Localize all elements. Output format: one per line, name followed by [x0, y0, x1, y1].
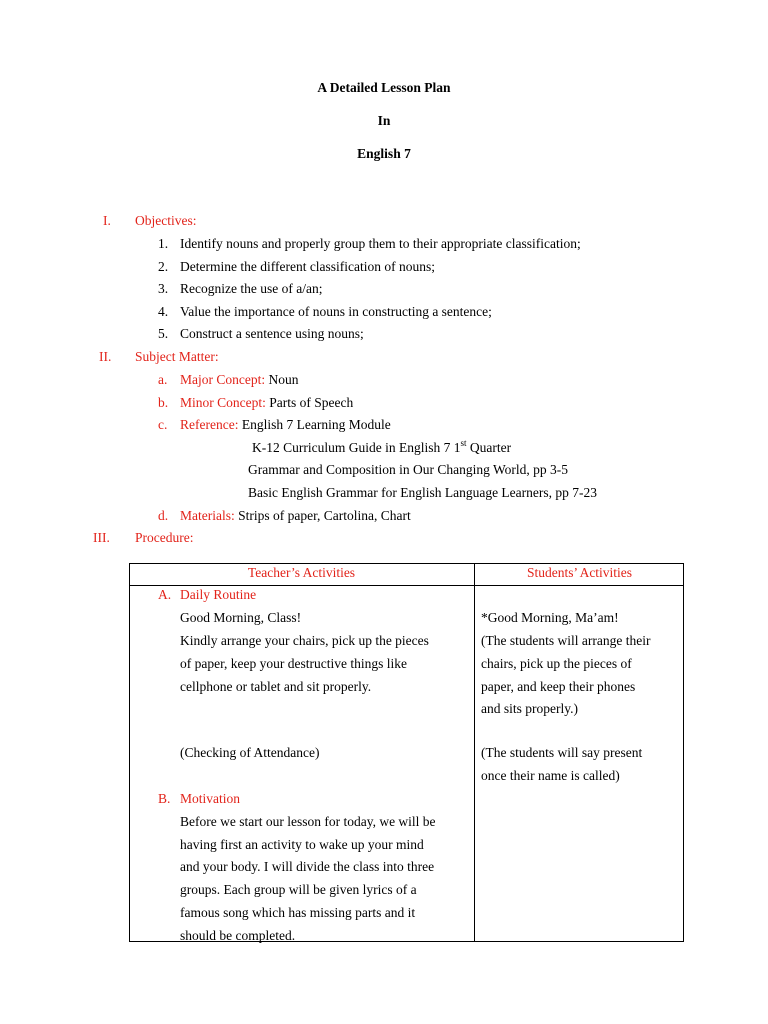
teacher-motivation-line: famous song which has missing parts and it — [180, 905, 416, 920]
section-a-letter: A. — [158, 587, 172, 602]
teacher-line: of paper, keep your destructive things like — [180, 656, 408, 671]
student-line: paper, and keep their phones — [481, 679, 636, 694]
teacher-motivation-line: having first an activity to wake up your mind — [180, 837, 424, 852]
students-activities-header: Students’ Activities — [526, 565, 633, 580]
teacher-activities-header: Teacher’s Activities — [247, 565, 356, 580]
reference-letter: c. — [158, 417, 168, 432]
table-header-divider — [129, 585, 684, 586]
objective-number: 2. — [158, 259, 169, 274]
teacher-line: Kindly arrange your chairs, pick up the pieces — [180, 633, 429, 648]
objectives-numeral: I. — [103, 213, 111, 228]
document-title: A Detailed Lesson Plan — [317, 80, 451, 95]
objective-item: Determine the different classification of nouns; — [180, 259, 436, 274]
title-in: In — [377, 113, 391, 128]
major-concept-value: Noun — [268, 372, 299, 387]
objective-number: 4. — [158, 304, 169, 319]
student-attendance-line: once their name is called) — [481, 768, 620, 783]
minor-concept-label: Minor Concept: — [180, 395, 266, 410]
objective-item: Construct a sentence using nouns; — [180, 326, 364, 341]
objective-number: 5. — [158, 326, 169, 341]
reference-curriculum-guide: K-12 Curriculum Guide in English 7 1st Quarter — [252, 437, 512, 455]
section-b-letter: B. — [158, 791, 171, 806]
procedure-heading: Procedure: — [135, 530, 194, 545]
materials-letter: d. — [158, 508, 169, 523]
teacher-motivation-line: should be completed. — [180, 928, 296, 943]
student-line: chairs, pick up the pieces of — [481, 656, 632, 671]
subject-title: English 7 — [357, 146, 411, 161]
major-concept-label: Major Concept: — [180, 372, 266, 387]
teacher-line: cellphone or tablet and sit properly. — [180, 679, 372, 694]
section-a-title: Daily Routine — [180, 587, 257, 602]
teacher-line: Good Morning, Class! — [180, 610, 302, 625]
objective-item: Value the importance of nouns in constructing a sentence; — [180, 304, 492, 319]
reference-basic-grammar: Basic English Grammar for English Language Learners, pp 7-23 — [248, 485, 598, 500]
student-attendance-line: (The students will say present — [481, 745, 643, 760]
student-line: *Good Morning, Ma’am! — [481, 610, 619, 625]
major-concept — [180, 373, 298, 387]
reference-label: Reference: — [180, 417, 239, 432]
objective-item: Recognize the use of a/an; — [180, 281, 323, 296]
objective-item: Identify nouns and properly group them to their appropriate classification; — [180, 236, 581, 251]
table-column-divider — [474, 563, 475, 942]
student-line: (The students will arrange their — [481, 633, 651, 648]
minor-concept-value: Parts of Speech — [269, 395, 354, 410]
teacher-attendance: (Checking of Attendance) — [180, 745, 320, 760]
teacher-motivation-line: Before we start our lesson for today, we will be — [180, 814, 436, 829]
subject-matter-numeral: II. — [99, 349, 112, 364]
materials-label: Materials: — [180, 508, 235, 523]
objective-number: 1. — [158, 236, 169, 251]
section-b-title: Motivation — [180, 791, 240, 806]
objective-number: 3. — [158, 281, 169, 296]
teacher-motivation-line: groups. Each group will be given lyrics of a — [180, 882, 417, 897]
reference-grammar-book: Grammar and Composition in Our Changing World, pp 3-5 — [248, 462, 569, 477]
procedure-numeral: III. — [93, 530, 110, 545]
reference-value: English 7 Learning Module — [241, 417, 391, 432]
materials — [180, 509, 411, 523]
objectives-heading: Objectives: — [135, 213, 197, 228]
student-line: and sits properly.) — [481, 701, 578, 716]
teacher-motivation-line: and your body. I will divide the class into three — [180, 859, 435, 874]
subject-matter-heading: Subject Matter: — [135, 349, 219, 364]
materials-value: Strips of paper, Cartolina, Chart — [238, 508, 411, 523]
major-concept-letter: a. — [158, 372, 168, 387]
minor-concept — [180, 396, 353, 410]
reference — [180, 418, 391, 432]
minor-concept-letter: b. — [158, 395, 169, 410]
